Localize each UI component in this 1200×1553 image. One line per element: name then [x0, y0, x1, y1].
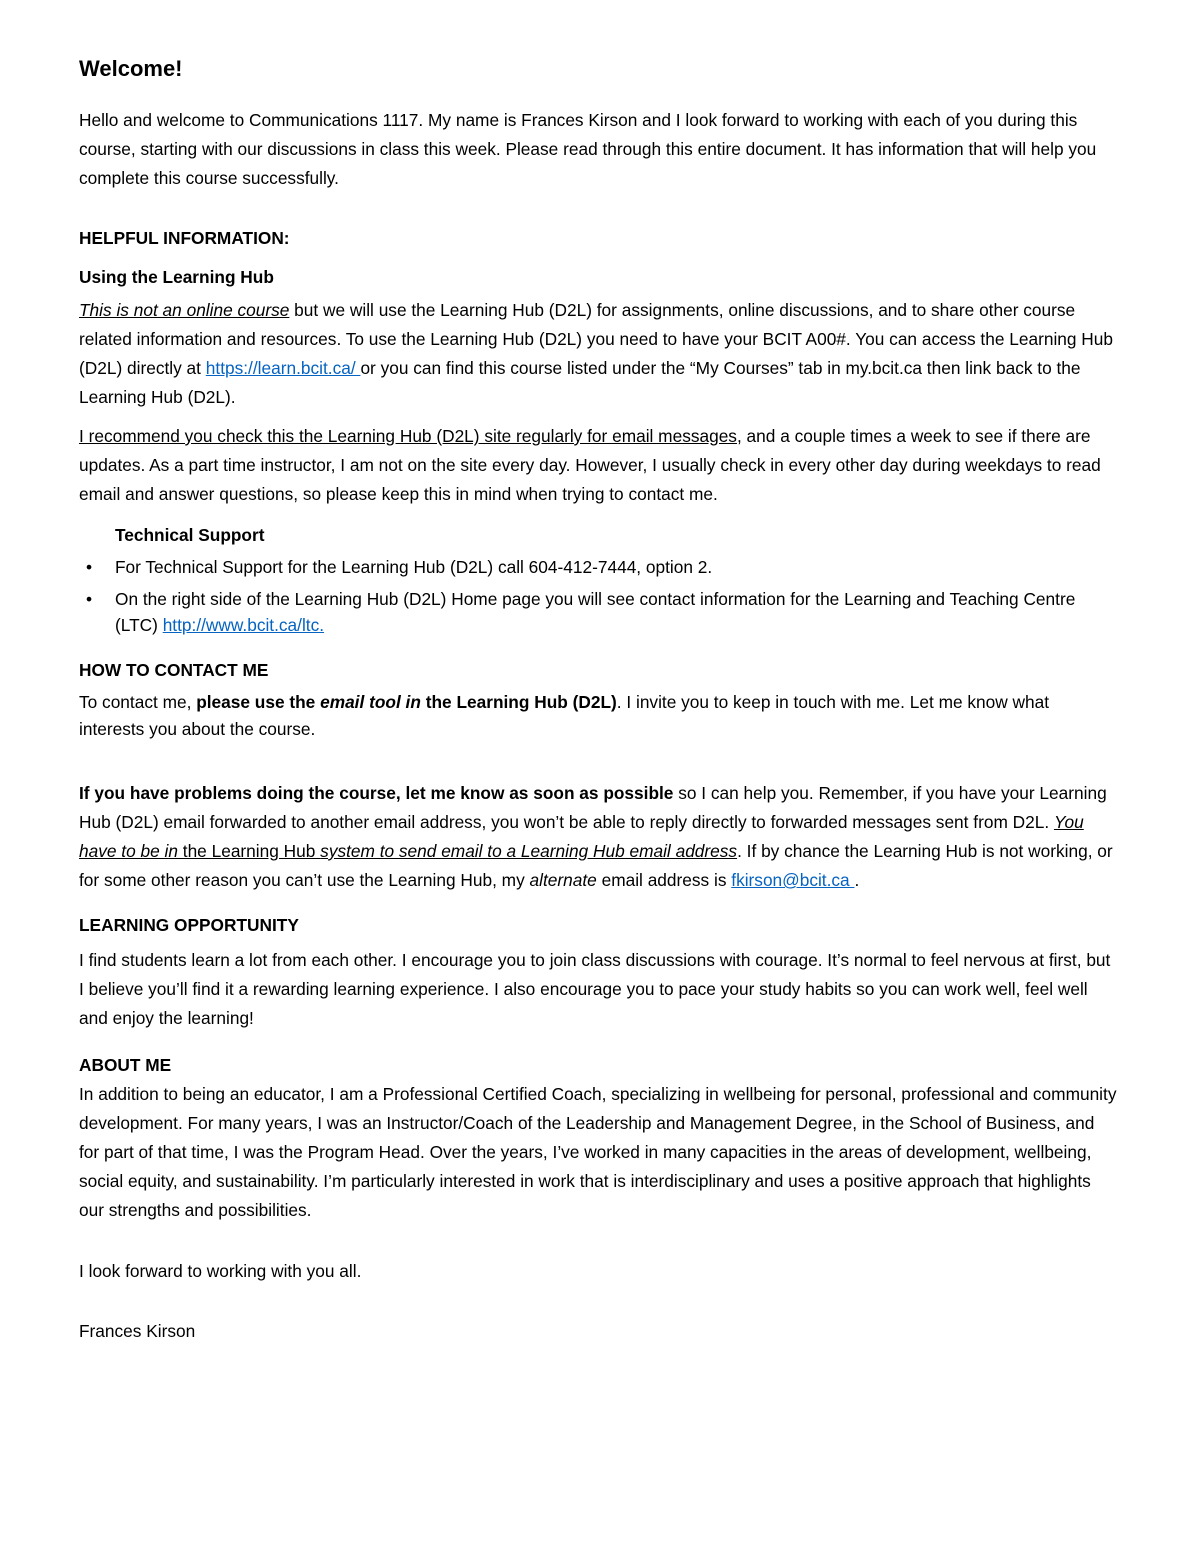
ltc-link[interactable]: http://www.bcit.ca/ltc.: [162, 615, 325, 635]
problems-emphasis-2: system to send email to a Learning Hub email address: [320, 841, 738, 861]
technical-support-list: [79, 554, 1119, 638]
problems-bold: If you have problems doing the course, let me know as soon as possible: [79, 783, 674, 803]
about-me-heading: ABOUT ME: [79, 1055, 172, 1075]
helpful-info-heading: HELPFUL INFORMATION:: [79, 228, 290, 248]
problems-text-end: .: [854, 870, 860, 890]
learning-hub-text-1: but we will use the Learning Hub (D2L) for assignments, online discussions, and to share other course related information and resources. To use the Learning Hub (D2L) you need to have your BCIT A00#. You can access the Learning Hub (D2L) directly at: [79, 300, 1114, 378]
technical-support-heading: Technical Support: [115, 525, 265, 545]
problems-emphasis-1: You have to be in: [79, 812, 1084, 861]
contact-heading: HOW TO CONTACT ME: [79, 660, 269, 680]
document-page: [79, 52, 1119, 1346]
contact-text-e: . I invite you to keep in touch with me. Let me know what interests you about the course.: [79, 692, 1050, 739]
contact-paragraph: [79, 689, 1119, 743]
problems-text-b: . If by chance the Learning Hub is not working, or for some other reason you can’t use the Learning Hub, my: [79, 841, 1113, 890]
bullet-text: For Technical Support for the Learning Hub (D2L) call 604-412-7444, option 2.: [115, 557, 713, 577]
problems-text-c: email address is: [596, 870, 732, 890]
signature: Frances Kirson: [79, 1321, 196, 1341]
email-link[interactable]: fkirson@bcit.ca: [731, 870, 855, 890]
learning-hub-text-2: or you can find this course listed under the “My Courses” tab in my.bcit.ca then link back to the Learning Hub (D2L).: [79, 358, 1081, 407]
learning-hub-paragraph: [79, 296, 1119, 412]
list-item: [79, 586, 1119, 638]
intro-paragraph: Hello and welcome to Communications 1117. My name is Frances Kirson and I look forward to working with each of you during this course, starting with our discussions in class this week. Please read through this entire document. It has information that will help you complete this course successfully.: [79, 110, 1097, 188]
learning-hub-subheading: Using the Learning Hub: [79, 267, 274, 287]
list-item: [79, 554, 1119, 580]
problems-paragraph: [79, 779, 1119, 895]
problems-text-a: so I can help you. Remember, if you have your Learning Hub (D2L) email forwarded to another email address, you won’t be able to reply directly to forwarded messages sent from D2L.: [79, 783, 1107, 832]
check-regularly-text: , and a couple times a week to see if there are updates. As a part time instructor, I am not on the site every day. However, I usually check in every other day during weekdays to read email and answer questions, so please keep this in mind when trying to contact me.: [79, 426, 1101, 504]
problems-underlined: the Learning Hub: [177, 841, 321, 861]
check-regularly-paragraph: [79, 422, 1119, 509]
email-tool-emphasis: email tool in: [320, 692, 421, 712]
alternate-emphasis: alternate: [529, 870, 597, 890]
not-online-emphasis: This is not an online course: [79, 300, 290, 320]
contact-text-a: To contact me,: [79, 692, 197, 712]
learning-opportunity-paragraph: I find students learn a lot from each other. I encourage you to join class discussions with courage. It’s normal to feel nervous at first, but I believe you’ll find it a rewarding learning experience. I also encourage you to pace your study habits so you can work well, feel well and enjoy the learning!: [79, 950, 1111, 1028]
page-title: Welcome!: [79, 56, 183, 81]
bullet-icon: •: [85, 557, 93, 577]
contact-text-d: the Learning Hub (D2L): [420, 692, 617, 712]
learn-bcit-link[interactable]: https://learn.bcit.ca/: [205, 358, 361, 378]
contact-text-b: please use the: [196, 692, 321, 712]
check-regularly-underlined: I recommend you check this the Learning Hub (D2L) site regularly for email messages: [79, 426, 737, 446]
closing-line: I look forward to working with you all.: [79, 1261, 362, 1281]
bullet-text: On the right side of the Learning Hub (D2L) Home page you will see contact information for the Learning and Teaching Centre (LTC): [115, 589, 1076, 635]
about-me-paragraph: In addition to being an educator, I am a Professional Certified Coach, specializing in wellbeing for personal, professional and community development. For many years, I was an Instructor/Coach of the Leadership and Management Degree, in the School of Business, and for part of that time, I was the Program Head. Over the years, I’ve worked in many capacities in the areas of development, wellbeing, social equity, and sustainability. I’m particularly interested in work that is interdisciplinary and uses a positive approach that highlights our strengths and possibilities.: [79, 1084, 1117, 1220]
learning-opportunity-heading: LEARNING OPPORTUNITY: [79, 915, 299, 935]
bullet-icon: •: [85, 589, 93, 609]
